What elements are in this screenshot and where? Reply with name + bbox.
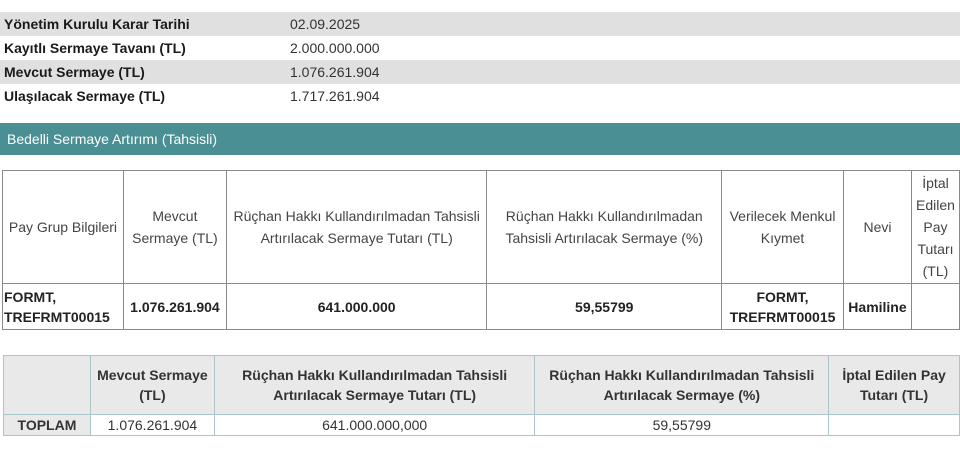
total-header-artirilacak-yuzde: Rüçhan Hakkı Kullandırılmadan Tahsisli Artırılacak Sermaye (%): [535, 356, 829, 415]
summary-row-mevcut-sermaye: [0, 60, 960, 84]
cell-iptal-edilen: [911, 284, 959, 330]
header-artirilacak-tutar: Rüçhan Hakkı Kullandırılmadan Tahsisli Artırılacak Sermaye Tutarı (TL): [226, 171, 487, 284]
summary-label: Mevcut Sermaye (TL): [4, 64, 145, 80]
detail-table: [2, 170, 960, 330]
header-artirilacak-yuzde: Rüçhan Hakkı Kullandırılmadan Tahsisli Artırılacak Sermaye (%): [487, 171, 722, 284]
cell-artirilacak-tutar: 641.000.000: [226, 284, 487, 330]
header-iptal-edilen: İptal Edilen Pay Tutarı (TL): [911, 171, 959, 284]
cell-menkul-kiymet: FORMT, TREFRMT00015: [722, 284, 844, 330]
table-row: [3, 284, 960, 330]
total-label: TOPLAM: [4, 415, 91, 436]
cell-artirilacak-yuzde: 59,55799: [487, 284, 722, 330]
total-table: [3, 355, 960, 436]
summary-label: Yönetim Kurulu Karar Tarihi: [4, 16, 190, 32]
header-menkul-kiymet: Verilecek Menkul Kıymet: [722, 171, 844, 284]
total-header-artirilacak-tutar: Rüçhan Hakkı Kullandırılmadan Tahsisli Artırılacak Sermaye Tutarı (TL): [214, 356, 535, 415]
cell-mevcut-sermaye: 1.076.261.904: [123, 284, 226, 330]
total-row: [4, 415, 960, 436]
total-header-blank: [4, 356, 91, 415]
header-nevi: Nevi: [844, 171, 912, 284]
total-mevcut-sermaye: 1.076.261.904: [90, 415, 214, 436]
summary-value: 2.000.000.000: [290, 40, 380, 56]
summary-label: Kayıtlı Sermaye Tavanı (TL): [4, 40, 186, 56]
summary-value: 1.076.261.904: [290, 64, 380, 80]
total-header-iptal-edilen: İptal Edilen Pay Tutarı (TL): [829, 356, 960, 415]
total-artirilacak-yuzde: 59,55799: [535, 415, 829, 436]
header-pay-grup: Pay Grup Bilgileri: [3, 171, 124, 284]
summary-row-karar-tarihi: [0, 12, 960, 36]
summary-table: [0, 12, 960, 108]
header-mevcut-sermaye: Mevcut Sermaye (TL): [123, 171, 226, 284]
cell-pay-grup: FORMT, TREFRMT00015: [3, 284, 124, 330]
total-header-mevcut-sermaye: Mevcut Sermaye (TL): [90, 356, 214, 415]
detail-header-row: [3, 171, 960, 284]
summary-row-sermaye-tavani: [0, 36, 960, 60]
total-header-row: [4, 356, 960, 415]
summary-value: 02.09.2025: [290, 16, 361, 32]
summary-label: Ulaşılacak Sermaye (TL): [4, 88, 166, 104]
summary-row-ulasilacak-sermaye: [0, 84, 960, 108]
summary-value: 1.717.261.904: [290, 88, 380, 104]
cell-nevi: Hamiline: [844, 284, 912, 330]
total-artirilacak-tutar: 641.000.000,000: [214, 415, 535, 436]
section-header: Bedelli Sermaye Artırımı (Tahsisli): [0, 123, 960, 155]
total-iptal-edilen: [829, 415, 960, 436]
